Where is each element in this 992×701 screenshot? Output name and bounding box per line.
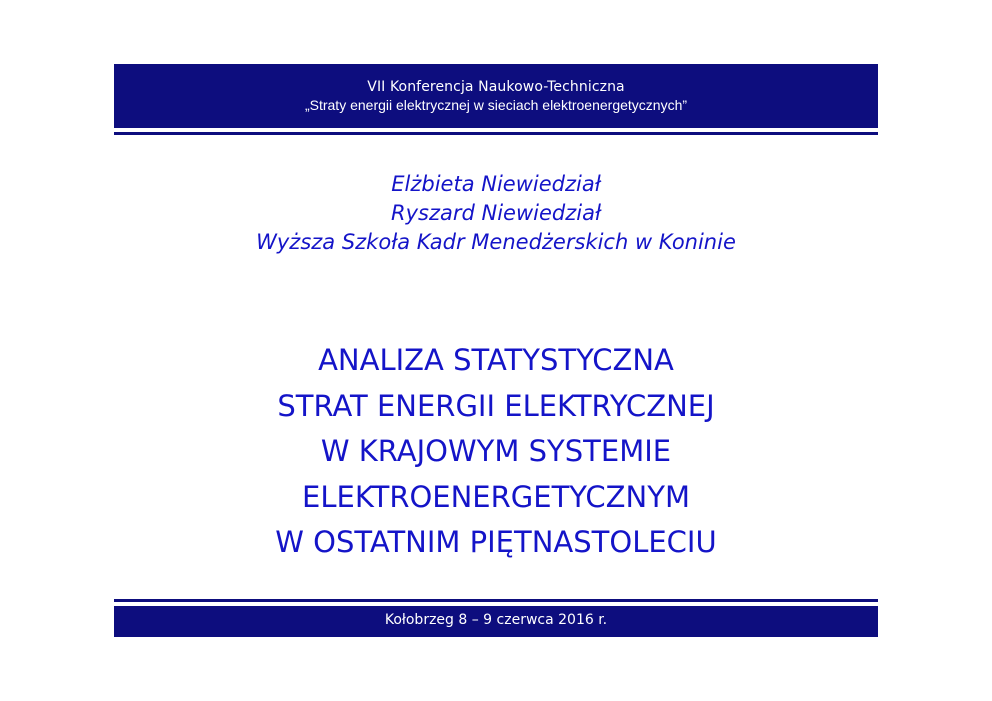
author-name-2: Ryszard Niewiedział bbox=[391, 201, 601, 225]
paper-title bbox=[0, 338, 992, 566]
conference-name: VII Konferencja Naukowo-Techniczna bbox=[367, 79, 625, 95]
author-affiliation: Wyższa Szkoła Kadr Menedżerskich w Koninie bbox=[256, 230, 736, 254]
conference-place-date: Kołobrzeg 8 – 9 czerwca 2016 r. bbox=[384, 612, 608, 628]
author-name-1: Elżbieta Niewiedział bbox=[391, 172, 601, 196]
footer-divider-line bbox=[114, 599, 878, 602]
title-line-1: ANALIZA STATYSTYCZNA bbox=[318, 343, 674, 377]
footer-banner bbox=[114, 606, 878, 637]
title-line-3: W KRAJOWYM SYSTEMIE bbox=[320, 434, 672, 468]
header-divider-line bbox=[114, 132, 878, 135]
title-line-2: STRAT ENERGII ELEKTRYCZNEJ bbox=[277, 388, 715, 423]
conference-theme: „Straty energii elektrycznej w sieciach elektroenergetycznych” bbox=[304, 97, 688, 113]
title-line-5: W OSTATNIM PIĘTNASTOLECIU bbox=[275, 525, 717, 559]
authors-block bbox=[0, 170, 992, 257]
title-line-4: ELEKTROENERGETYCZNYM bbox=[302, 479, 690, 514]
conference-header-banner bbox=[114, 64, 878, 128]
